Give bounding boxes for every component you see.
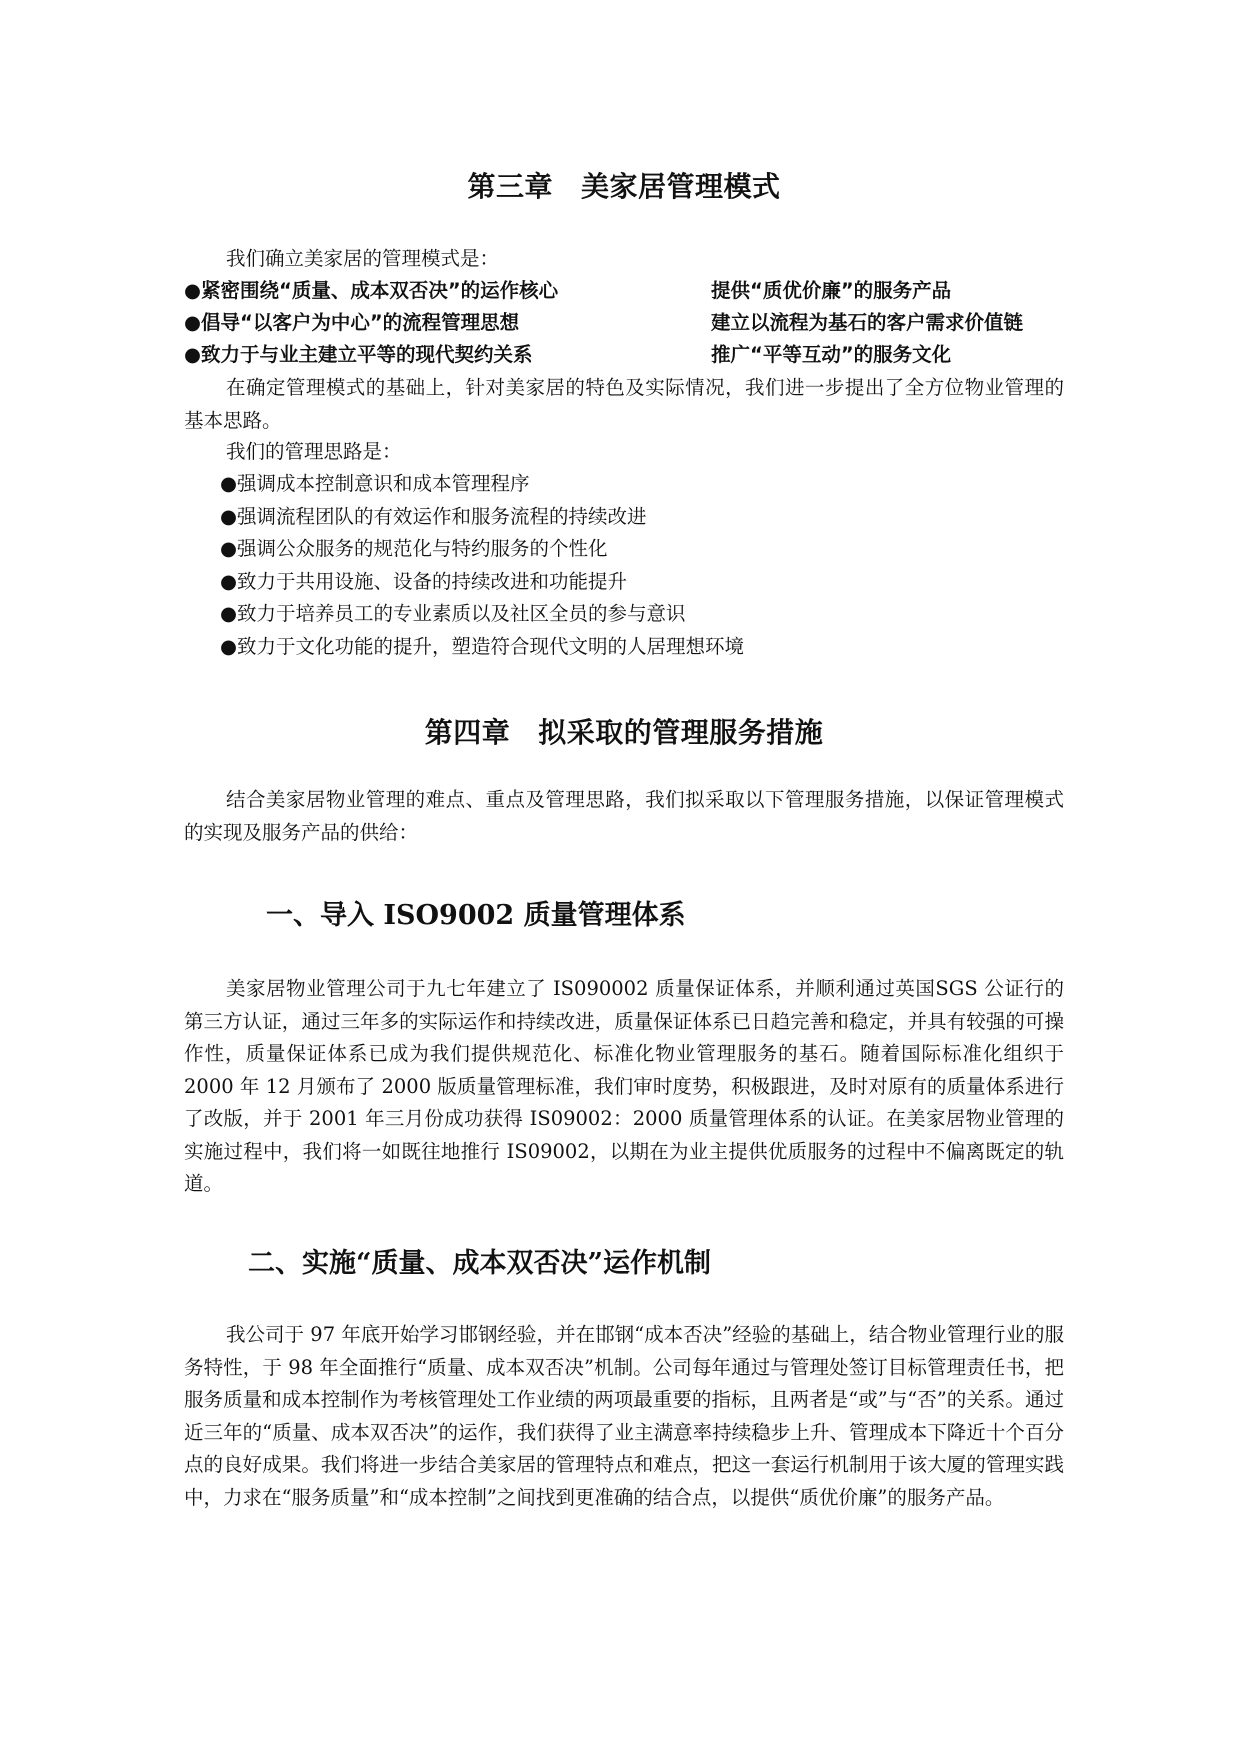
model-row-left: ●紧密围绕“质量、成本双否决”的运作核心 (184, 279, 559, 302)
section2-title: 二、实施“质量、成本双否决”运作机制 (248, 1248, 712, 1279)
chapter4-intro: 结合美家居物业管理的难点、重点及管理思路，我们拟采取以下管理服务措施，以保证管理模式的实现及服务产品的供给： (184, 788, 1064, 844)
section1-title: 一、导入 ISO9002 质量管理体系 (266, 900, 686, 931)
chapter3-title (184, 165, 1064, 205)
chapter3-title-text: 美家居管理模式 (581, 170, 781, 203)
bullet-icon: ● (220, 602, 238, 625)
chapter4-number: 第四章 (424, 716, 511, 749)
model-row-right: 建立以流程为基石的客户需求价值链 (711, 311, 1024, 334)
list-item: ●致力于共用设施、设备的持续改进和功能提升 (220, 569, 628, 593)
paragraph-basis: 在确定管理模式的基础上，针对美家居的特色及实际情况，我们进一步提出了全方位物业管理的基本思路。 (184, 376, 1064, 432)
chapter3-number: 第三章 (467, 170, 553, 203)
model-row (184, 307, 1064, 339)
model-row (184, 275, 1064, 307)
section1-body: 美家居物业管理公司于九七年建立了 IS090002 质量保证体系，并顺利通过英国SGS 公证行的第三方认证，通过三年多的实际运作和持续改进，质量保证体系已日趋完善和稳定，并具有较强的可操作性，质量保证体系已成为我们提供规范化、标准化物业管理服务的基石。随着国际标准化组织于 2000 年 12 月颁布了 2000 版质量管理标准，我们审时度势，积极跟进，及时对原有的质量体系进行了改版，并于 2001 年三月份成功获得 IS09002：2000 质量管理体系的认证。在美家居物业管理的实施过程中，我们将一如既往地推行 IS09002，以期在为业主提供优质服务的过程中不偏离既定的轨道。 (184, 977, 1064, 1195)
list-item: ●致力于培养员工的专业素质以及社区全员的参与意识 (220, 602, 686, 625)
list-item: ●强调流程团队的有效运作和服务流程的持续改进 (220, 504, 647, 528)
chapter3-intro: 我们确立美家居的管理模式是： (226, 247, 500, 270)
model-row (184, 339, 1064, 371)
model-row-left: ●致力于与业主建立平等的现代契约关系 (184, 343, 533, 366)
bullet-icon: ● (220, 472, 238, 495)
bullet-icon: ● (220, 504, 238, 528)
chapter4-title-text: 拟采取的管理服务措施 (538, 716, 824, 749)
model-row-right: 提供“质优价廉”的服务产品 (711, 279, 952, 302)
model-row-left: ●倡导“以客户为中心”的流程管理思想 (184, 311, 520, 334)
bullet-icon: ● (220, 634, 238, 658)
chapter4-title (184, 711, 1064, 751)
thinking-intro: 我们的管理思路是： (226, 440, 402, 463)
section2-body: 我公司于 97 年底开始学习邯钢经验，并在邯钢“成本否决”经验的基础上，结合物业管理行业的服务特性，于 98 年全面推行“质量、成本双否决”机制。公司每年通过与管理处签订目标管理责任书，把服务质量和成本控制作为考核管理处工作业绩的两项最重要的指标，且两者是“或”与“否”的关系。通过近三年的“质量、成本双否决”的运作，我们获得了业主满意率持续稳步上升、管理成本下降近十个百分点的良好成果。我们将进一步结合美家居的管理特点和难点，把这一套运行机制用于该大厦的管理实践中，力求在“服务质量”和“成本控制”之间找到更准确的结合点，以提供“质优价廉”的服务产品。 (184, 1323, 1064, 1509)
bullet-icon: ● (220, 569, 238, 593)
thinking-list (220, 468, 744, 663)
model-row-right: 推广“平等互动”的服务文化 (711, 343, 952, 366)
list-item: ●致力于文化功能的提升，塑造符合现代文明的人居理想环境 (220, 634, 745, 658)
list-item: ●强调公众服务的规范化与特约服务的个性化 (220, 537, 608, 560)
bullet-icon: ● (220, 537, 238, 560)
list-item: ●强调成本控制意识和成本管理程序 (220, 472, 530, 495)
